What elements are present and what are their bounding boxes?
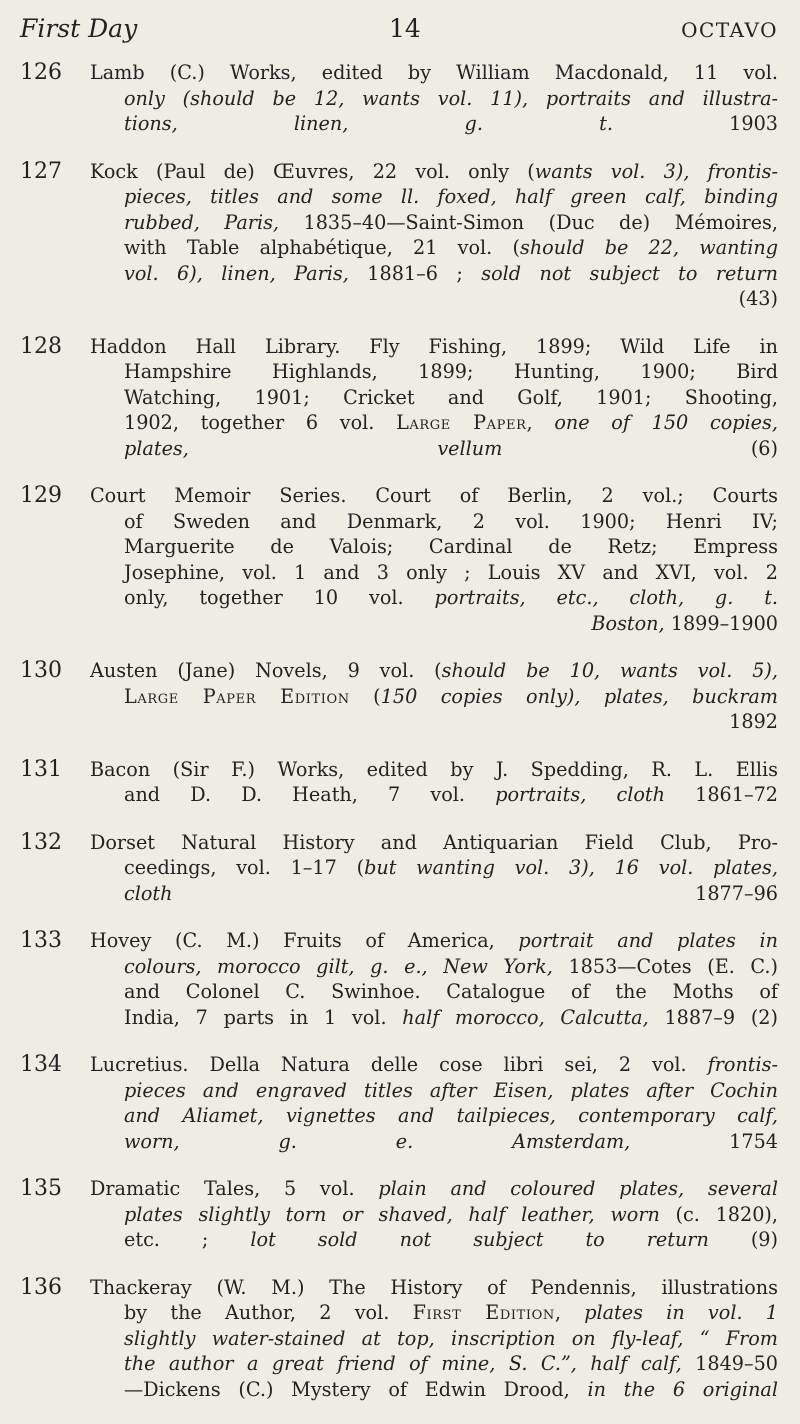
text-run [413,1130,512,1153]
lot-description-line [90,1176,778,1202]
lot-entry [20,60,778,137]
lot-description-line [90,436,778,462]
text-run: Court Memoir Series. Court of Berlin, 2 vol.; Courts [90,484,778,507]
text-run: vol. 6), linen, Paris, [124,261,349,285]
text-run: portrait and plates in [518,929,778,952]
text-run: Dorset Natural History and Antiquarian Field Club, Pro- [90,830,778,854]
text-run: wants vol. 3), frontis- [534,159,778,183]
lot-number: 130 [20,658,62,683]
lot-description-line [90,86,778,112]
text-run: Bacon (Sir F.) Works, edited by J. Spedding, R. L. Ellis [90,757,778,781]
page-header [20,14,778,50]
lot-description-line [90,359,778,385]
lot-description-line [90,1005,778,1031]
lot-number: 132 [20,829,62,855]
text-run: , [526,411,555,434]
lot-entry [20,830,778,907]
text-run: (c. 1820), [659,1202,778,1226]
text-run: First Edition [412,1301,555,1324]
text-run: 1861–72 [664,783,778,806]
text-run: Hovey (C. M.) Fruits of America, [90,929,519,952]
text-run: Dramatic Tales, 5 vol. [90,1177,379,1200]
text-run: (6) [502,436,778,460]
text-run: only (should be 12, wants vol. 11), portraits and illustra- [124,86,778,110]
text-run: should be 22, wanting [519,236,778,259]
text-run: 1903 [612,112,778,135]
lot-number: 136 [20,1274,62,1300]
lot-description-line [90,1202,778,1228]
text-run: Lucretius. Della Natura delle cose libri sei, 2 vol. [90,1053,708,1076]
lot-description-line [90,1300,778,1326]
text-run: Watching, 1901; Cricket and Golf, 1901; Shooting, [124,385,778,409]
lot-entry [20,159,778,312]
text-run: Haddon Hall Library. Fly Fishing, 1899; Wild Life in [90,334,778,358]
text-run: colours, morocco gilt, g. e., New York, [124,954,553,978]
lot-description-line [90,410,778,436]
text-run: cloth [124,881,173,905]
lot-description-line [90,261,778,287]
lot-description-line [90,709,778,735]
text-run: but wanting vol. 3), 16 vol. plates, [364,856,778,879]
lot-description-line [90,385,778,411]
lot-description-line [90,1129,778,1155]
lot-description-line [90,1351,778,1377]
text-run: Austen (Jane) Novels, 9 vol. ( [90,659,442,682]
lot-number: 131 [20,756,62,782]
text-run: Kock (Paul de) Œuvres, 22 vol. only ( [90,159,535,183]
text-run: should be 10, wants vol. 5), [441,659,778,682]
text-run: ceedings, vol. 1–17 ( [124,856,365,879]
text-run: and D. D. Heath, 7 vol. [124,783,496,806]
lot-entry [20,483,778,636]
header-day: First Day [20,14,138,43]
lot-description-line [90,1227,778,1253]
lot-description-line [90,1377,778,1403]
text-run: Boston, [591,611,665,635]
lot-entry [20,1176,778,1253]
text-run: worn, g. e. [124,1129,414,1153]
text-run: by the Author, 2 vol. [124,1301,413,1324]
text-run: 1853—Cotes (E. C.) [552,954,778,978]
text-run: in the 6 original [587,1377,779,1401]
lot-entry [20,928,778,1030]
text-run: 1877–96 [172,881,778,905]
text-run: and Aliamet, vignettes and tailpieces, contemporary calf, [124,1104,778,1127]
text-run: (9) [708,1228,779,1251]
lot-number: 133 [20,928,62,953]
lot-entry [20,757,778,808]
text-run: only, together 10 vol. [124,586,435,609]
lot-description-line [90,855,778,881]
text-run: and Colonel C. Swinhoe. Catalogue of the Moths of [124,980,778,1003]
text-run: India, 7 parts in 1 vol. [124,1005,403,1029]
text-run: plates, vellum [124,436,503,460]
text-run: lot sold not subject to return [250,1228,709,1251]
lot-description-line [90,1103,778,1129]
text-run: , [554,1301,585,1324]
lot-description-line [90,757,778,783]
lot-description-line [90,235,778,261]
lot-description-line [90,286,778,312]
lot-description-line [90,881,778,907]
lot-description-line [90,611,778,637]
lot-number: 127 [20,158,62,184]
page-number: 14 [389,14,421,43]
text-run: 1754 [630,1129,778,1153]
lot-entry [20,334,778,462]
lot-description-line [90,159,778,185]
text-run: etc. ; [124,1228,251,1251]
lot-description-line [90,684,778,710]
lot-description-line [90,585,778,611]
text-run: tions, linen, g. t. [124,112,613,135]
text-run: (43) [738,287,778,310]
text-run: Hampshire Highlands, 1899; Hunting, 1900; Bird [124,360,778,383]
text-run: pieces, titles and some ll. foxed, half green calf, binding [124,185,778,208]
text-run: 1835–40—Saint-Simon (Duc de) Mémoires, [279,210,778,234]
lot-description-line [90,954,778,980]
text-run: 1899–1900 [664,611,778,635]
lot-number: 135 [20,1176,62,1201]
lot-description-line [90,184,778,210]
text-run: sold not subject to return [481,261,778,285]
text-run: portraits, etc., cloth, g. t. [434,586,779,609]
text-run: 1902, together 6 vol. [124,411,397,434]
lot-description-line [90,334,778,360]
lot-description-line [90,560,778,586]
text-run: Lamb (C.) Works, edited by William Macdonald, 11 vol. [90,61,778,84]
lot-entry [20,1052,778,1154]
text-run: plates slightly torn or shaved, half leather, worn [124,1202,660,1226]
text-run: slightly water-stained at top, inscription on fly-leaf, “ From [124,1326,778,1350]
lot-description-line [90,830,778,856]
text-run: Thackeray (W. M.) The History of Pendennis, illustrations [90,1275,778,1299]
lot-entry [20,658,778,735]
lot-number: 128 [20,333,62,359]
lot-description-line [90,483,778,509]
text-run: Marguerite de Valois; Cardinal de Retz; Empress [124,535,778,558]
text-run: Large Paper [396,411,527,434]
text-run: frontis- [707,1053,778,1076]
text-run: of Sweden and Denmark, 2 vol. 1900; Henri IV; [124,509,778,533]
text-run: 1849–50 [681,1352,778,1375]
lot-number: 126 [20,60,62,85]
lot-description-line [90,1275,778,1301]
text-run: 1892 [729,710,778,733]
text-run: 150 copies only), plates, buckram [380,684,778,708]
lot-description-line [90,534,778,560]
text-run: plain and coloured plates, several [378,1177,779,1200]
header-format: OCTAVO [681,18,778,42]
text-run: 1881–6 ; [348,261,482,285]
text-run: Large Paper Edition [124,684,350,708]
lot-description-line [90,928,778,954]
lot-list [20,60,778,1424]
text-run: pieces and engraved titles after Eisen, plates after Cochin [124,1078,778,1102]
text-run: with Table alphabétique, 21 vol. ( [124,236,520,259]
text-run: Josephine, vol. 1 and 3 only ; Louis XV and XVI, vol. 2 [124,560,778,584]
lot-number: 134 [20,1052,62,1077]
text-run: portraits, cloth [495,783,665,806]
text-run: plates in vol. 1 [584,1301,779,1324]
lot-number: 129 [20,483,62,508]
lot-description-line [90,210,778,236]
text-run: Amsterdam, [512,1129,631,1153]
lot-description-line [90,1326,778,1352]
lot-entry [20,1275,778,1403]
lot-description-line [90,658,778,684]
text-run: —Dickens (C.) Mystery of Edwin Drood, [124,1377,588,1401]
lot-description-line [90,60,778,86]
lot-description-line [90,782,778,808]
text-run: one of 150 copies, [554,411,778,434]
text-run: the author a great friend of mine, S. C.”, half calf, [124,1352,682,1375]
lot-description-line [90,1078,778,1104]
lot-description-line [90,979,778,1005]
lot-description-line [90,1052,778,1078]
text-run: ( [349,684,381,708]
lot-description-line [90,509,778,535]
text-run: rubbed, Paris, [124,210,280,234]
text-run: half morocco, Calcutta, [402,1005,649,1029]
text-run: 1887–9 (2) [648,1005,778,1029]
lot-description-line [90,111,778,137]
